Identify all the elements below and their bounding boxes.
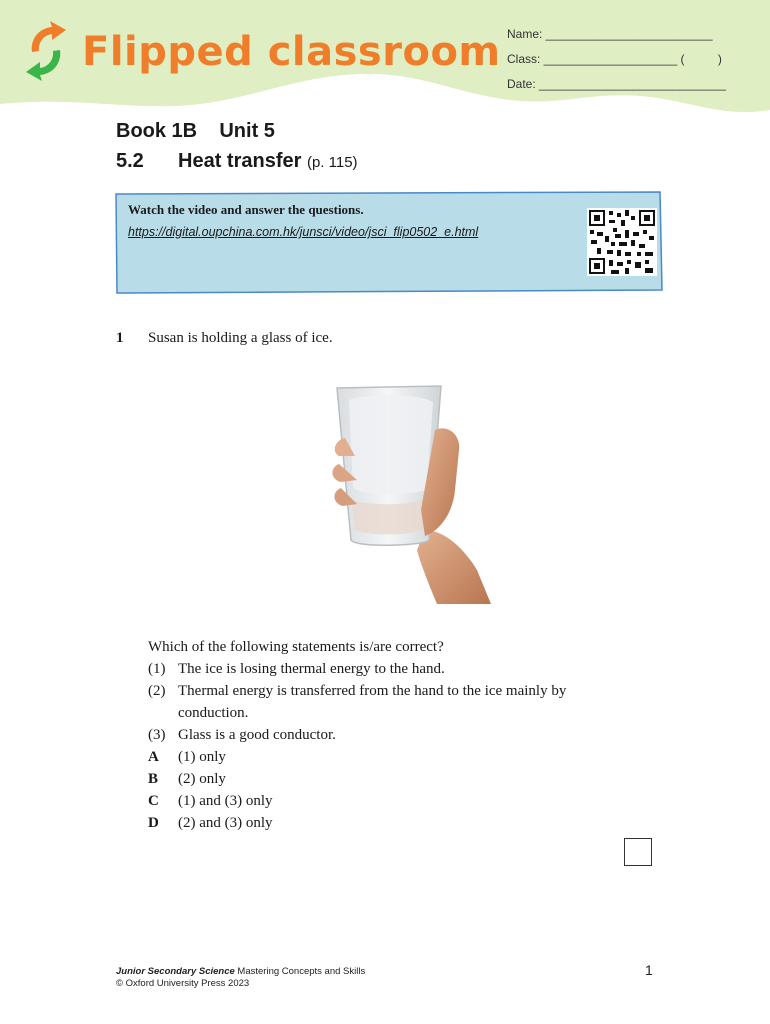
refresh-arrows-icon bbox=[22, 18, 70, 84]
option-key: A bbox=[148, 749, 159, 765]
statement-text: The ice is losing thermal energy to the hand. bbox=[178, 661, 445, 677]
option-d[interactable] bbox=[148, 812, 628, 834]
statement-text: Thermal energy is transferred from the hand to the ice mainly by conduction. bbox=[178, 683, 567, 721]
footer bbox=[116, 966, 365, 990]
section-heading bbox=[116, 150, 358, 173]
date-field[interactable]: Date: ____________________________ bbox=[507, 77, 726, 91]
video-url-link[interactable]: https://digital.oupchina.com.hk/junsci/video/jsci_flip0502_e.html bbox=[128, 225, 479, 239]
statement-1 bbox=[148, 658, 628, 680]
question-number: 1 bbox=[116, 330, 124, 346]
option-text: (1) only bbox=[178, 749, 226, 765]
section-number: 5.2 bbox=[116, 150, 144, 172]
series-title: Junior Secondary Science bbox=[116, 966, 235, 977]
page-reference: (p. 115) bbox=[306, 154, 358, 171]
copyright: © Oxford University Press 2023 bbox=[116, 978, 250, 989]
page-number: 1 bbox=[645, 962, 653, 978]
statement-key: (2) bbox=[148, 683, 166, 699]
series-subtitle: Mastering Concepts and Skills bbox=[234, 966, 366, 977]
section-title: Heat transfer bbox=[178, 150, 302, 172]
book-unit-heading bbox=[116, 120, 275, 143]
unit-label: Unit 5 bbox=[219, 120, 275, 142]
qr-code-icon[interactable] bbox=[587, 208, 657, 276]
brand-title: Flipped classroom bbox=[82, 29, 501, 75]
option-text: (2) only bbox=[178, 771, 226, 787]
answer-box[interactable] bbox=[624, 838, 652, 866]
question-body bbox=[148, 636, 628, 834]
option-c[interactable] bbox=[148, 790, 628, 812]
student-info-fields bbox=[507, 26, 726, 101]
class-field[interactable]: Class: ____________________ ( ) bbox=[507, 52, 722, 66]
option-key: D bbox=[148, 815, 159, 831]
statement-key: (3) bbox=[148, 727, 166, 743]
statement-text: Glass is a good conductor. bbox=[178, 727, 336, 743]
book-label: Book 1B bbox=[116, 120, 198, 142]
question-text: Susan is holding a glass of ice. bbox=[148, 330, 333, 346]
option-key: C bbox=[148, 793, 159, 809]
video-instruction: Watch the video and answer the questions. bbox=[128, 202, 364, 217]
option-a[interactable] bbox=[148, 746, 628, 768]
question-prompt: Which of the following statements is/are correct? bbox=[148, 639, 444, 655]
name-field[interactable]: Name: _________________________ bbox=[507, 27, 713, 41]
option-key: B bbox=[148, 771, 159, 787]
option-b[interactable] bbox=[148, 768, 628, 790]
option-text: (2) and (3) only bbox=[178, 815, 273, 831]
statement-key: (1) bbox=[148, 661, 166, 677]
option-text: (1) and (3) only bbox=[178, 793, 273, 809]
hand-holding-glass-of-ice bbox=[325, 380, 495, 605]
statement-3 bbox=[148, 724, 628, 746]
statement-2 bbox=[148, 680, 628, 724]
footer-series-line bbox=[116, 966, 365, 978]
